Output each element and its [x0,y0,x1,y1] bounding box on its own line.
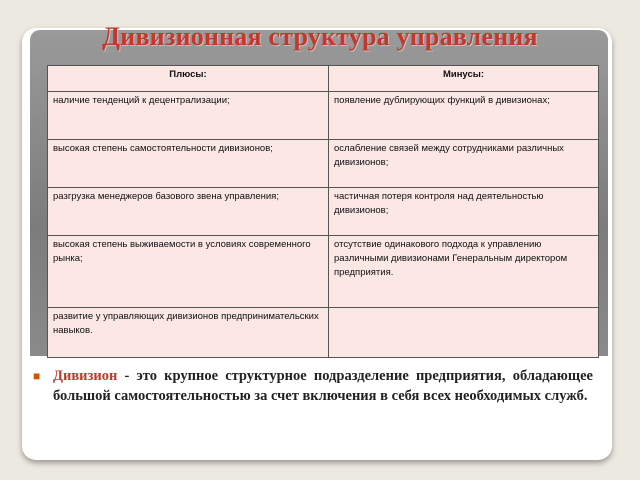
con-cell: ослабление связей между сотрудниками различных дивизионов; [329,140,599,188]
con-cell [329,308,599,358]
table-row [48,236,599,308]
bullet-icon: ■ [33,369,41,383]
definition-body: - это крупное структурное подразделение предприятия, обладающее большой самостоятельностью за счет включения в себя всех необходимых служб. [53,368,593,405]
pro-cell: разгрузка менеджеров базового звена управления; [48,188,329,236]
table-header-cons: Минусы: [329,66,599,92]
con-cell: появление дублирующих функций в дивизионах; [329,92,599,140]
table-header-pros: Плюсы: [48,66,329,92]
table-row [48,92,599,140]
con-cell: частичная потеря контроля над деятельностью дивизионов; [329,188,599,236]
pro-cell: высокая степень выживаемости в условиях современного рынка; [48,236,329,308]
definition-term: Дивизион [53,368,118,384]
table-row [48,308,599,358]
table-row [48,140,599,188]
table-row [48,188,599,236]
pro-cell: высокая степень самостоятельности дивизионов; [48,140,329,188]
pro-cell: наличие тенденций к децентрализации; [48,92,329,140]
definition-text [53,366,593,407]
pro-cell: развитие у управляющих дивизионов предпринимательских навыков. [48,308,329,358]
slide-title: Дивизионная структура управления [102,22,538,51]
con-cell: отсутствие одинакового подхода к управлению различными дивизионами Генеральным директором предприятия. [329,236,599,308]
comparison-table [47,65,599,358]
